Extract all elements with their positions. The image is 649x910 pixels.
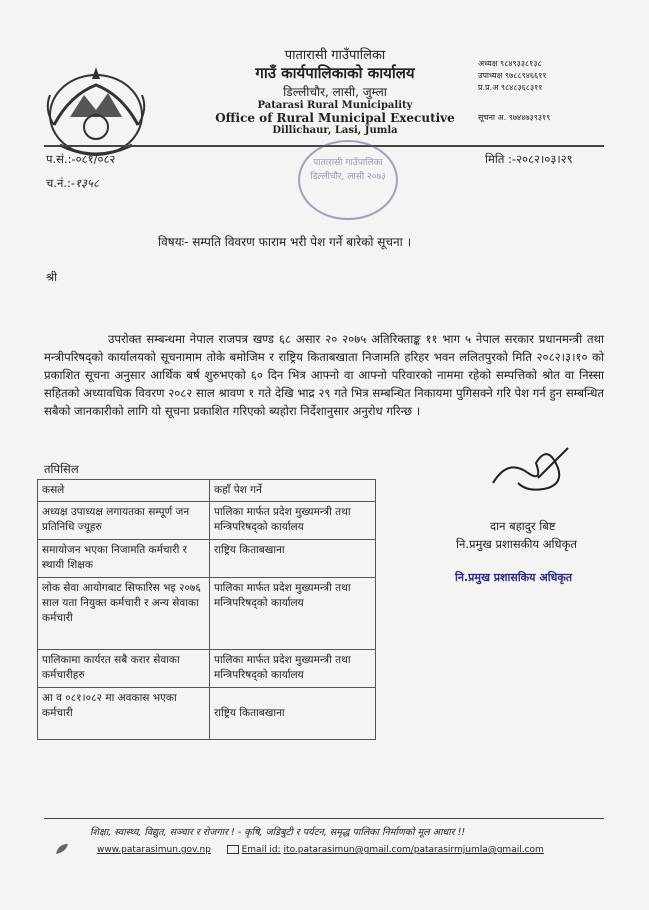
contact-cao: प्र.प्र.अ ९८४८३६८३११ [478,83,543,92]
notice-body-text: उपरोक्त सम्बन्धमा नेपाल राजपत्र खण्ड ६८ असार २० २०७५ अतिरिक्ताङ्क ११ भाग ५ नेपाल सरकार प्रधानमन्त्री तथा मन्त्रीपरिषद्को कार्यालयको सूचनामाम तोके बमोजिम र राष्ट्रिय किताबखाता निजामति हरिहर भवन ललितपुरको मिति २०८२।३।१० को प्रकाशित सूचना अनुसार आर्थिक बर्ष शुरुभएको ६० दिन भित्र आफ्नो वा आफ्नो परिवारको नाममा रहेको सम्पत्तिको श्रोत वा निस्सा सहितको अध्यावधिक विवरण २०८२ साल श्रावण १ गते देखि भाद्र २९ गते भित्र सम्बन्धित निकायमा पुगिसक्ने गरि पेश गर्न हुन सम्बन्धित सबैको जानकारीको लागि यो सूचना प्रकाशित गरिएको ब्यहोरा निर्देशानुसार अनुरोध गरिन्छ । [44,332,604,418]
submission-table [37,479,376,740]
header-line6: Dillichaur, Lasi, Jumla [272,125,398,136]
leaf-icon [54,842,70,856]
row-who: लोक सेवा आयोगबाट सिफारिस भइ २०७६ साल यता नियुक्त कर्मचारी र अन्य सेवाका कर्मचारी [38,578,210,650]
contact-info-officer: सूचना अ. ९७४४७३९३१९ [478,113,551,122]
email-link[interactable]: ito.patarasimun@gmail.com/patarasirmjumla@gmail.com [283,845,544,855]
row-who: समायोजन भएका निजामति कर्मचारी र स्थायी शिक्षक [38,540,210,578]
header-line2: गाउँ कार्यपालिकाको कार्यालय [255,64,415,82]
table-caption: तपिसिल [44,462,79,476]
patra-value: ०८१/०८२ [75,152,116,166]
signatory-name: दान बहादुर बिष्ट [490,519,556,533]
table-row [38,502,376,540]
patra-label: प.सं.:- [46,152,76,166]
row-who: अध्यक्ष उपाध्यक्ष लगायतका सम्पूर्ण जन प्रतिनिधि ज्यूहरु [38,502,210,540]
row-where: राष्ट्रिय किताबखाना [210,688,376,740]
chalani-number [46,176,99,191]
contact-numbers [478,58,550,124]
footer-slogan: शिक्षा, स्वास्थ्य, विद्युत, सञ्चार र रोजगार ! - कृषि, जडिबुटी र पर्यटन, समृद्ध पालिका निर्माणको मूल आधार !! [90,827,466,838]
table-row [38,650,376,688]
signatory-title: नि.प्रमुख प्रशासकीय अधिकृत [456,537,577,551]
contact-vice-chair: उपाध्यक्ष ९७८८९४६६११ [478,71,547,80]
website-link[interactable]: www.patarasimun.gov.np [97,845,211,855]
header-line5: Office of Rural Municipal Executive [215,111,455,125]
row-where: पालिका मार्फत प्रदेश मुख्यमन्त्री तथा मन्त्रिपरिषद्को कार्यालय [210,578,376,650]
office-header [200,45,470,136]
salutation: श्री [46,270,58,284]
row-where: राष्ट्रिय किताबखाना [210,540,376,578]
envelope-icon [227,845,239,854]
header-line1: पातारासी गाउँपालिका [284,48,386,63]
row-where: पालिका मार्फत प्रदेश मुख्यमन्त्री तथा मन्त्रिपरिषद्को कार्यालय [210,650,376,688]
row-who: आ व ०८१।०८२ मा अवकास भएका कर्मचारी [38,688,210,740]
notice-body [44,330,604,420]
date [485,152,573,167]
footer-divider [44,818,604,819]
table-row [38,578,376,650]
header-line4: Patarasi Rural Municipality [257,100,413,111]
office-seal-stamp: पातारासी गाउँपालिका डिल्लीचौर, लासी २०७३ [298,140,398,220]
officer-stamp: नि.प्रमुख प्रशासकिय अधिकृत [455,571,573,584]
header-who: कसले [38,480,210,502]
chalani-label: च.नं.:- [46,176,76,190]
contact-chair: अध्यक्ष ९८४९३३८१३८ [478,59,542,68]
date-value: २०८२।०३।२९ [516,152,573,166]
subject-line: विषयः- सम्पति विवरण फाराम भरी पेश गर्ने बारेको सूचना । [158,235,412,249]
chalani-value: १३५८ [75,176,99,190]
signature-scribble [488,438,573,498]
email-label: Email id: [241,845,281,855]
row-where: पालिका मार्फत प्रदेश मुख्यमन्त्री तथा मन्त्रिपरिषद्को कार्यालय [210,502,376,540]
date-label: मिति :- [485,152,517,166]
header-where: कहाँ पेश गर्ने [210,480,376,502]
footer-contact [97,845,544,855]
table-header-row [38,480,376,502]
table-row [38,540,376,578]
header-line3: डिल्लीचौर, लासी, जुम्ला [283,85,387,99]
row-who: पालिकामा कार्यरत सबै करार सेवाका कर्मचारीहरु [38,650,210,688]
patra-sankhya [46,152,115,167]
table-row [38,688,376,740]
nepal-emblem-logo [40,55,152,165]
